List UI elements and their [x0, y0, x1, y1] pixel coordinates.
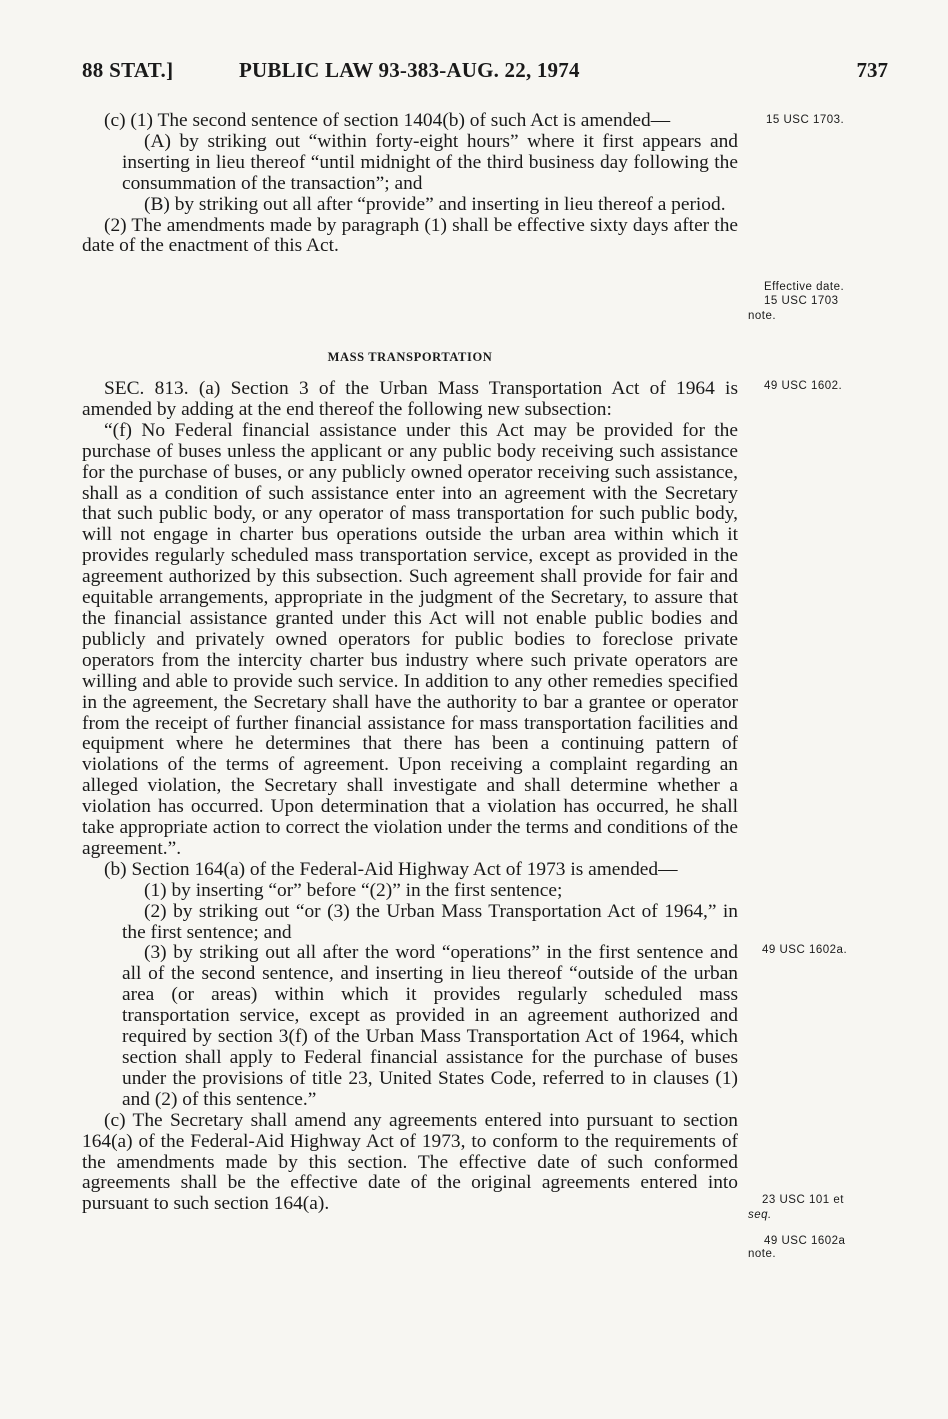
margin-note-49-usc-1602a: 49 USC 1602a. [762, 944, 848, 956]
paragraph-c: (c) The Secretary shall amend any agreements entered into pursuant to section 164(a) of the Federal-Aid Highway Act of 1973, to conform to the requirements of the amendments made by this section. The effective date of such conformed agreements shall be the effective date of the original agreements entered into pursuant to such section 164(a). [82, 1109, 738, 1215]
margin-note-49-usc-1602: 49 USC 1602. [764, 380, 843, 392]
section-heading-block [82, 347, 738, 368]
paragraph-sec-813-a: SEC. 813. (a) Section 3 of the Urban Mass Transportation Act of 1964 is amended by adding at the end thereof the following new subsection: [82, 378, 738, 420]
section-813 [82, 379, 738, 1215]
paragraph-b2: (2) by striking out “or (3) the Urban Mass Transportation Act of 1964,” in the first sentence; and [122, 900, 738, 943]
paragraph-b: (b) Section 164(a) of the Federal-Aid Highway Act of 1973 is amended— [104, 858, 678, 880]
margin-note-15-usc-1703: 15 USC 1703. [766, 114, 845, 126]
section-heading: MASS TRANSPORTATION [327, 350, 493, 364]
paragraph-A: (A) by striking out “within forty-eight hours” where it first appears and inserting in lieu thereof “until midnight of the third business day following the consummation of the transaction”; and [122, 130, 738, 194]
paragraph-c2: (2) The amendments made by paragraph (1) shall be effective sixty days after the date of the enactment of this Act. [82, 214, 738, 257]
margin-note-23-usc-101: 23 USC 101 et [762, 1194, 844, 1206]
paragraph-B: (B) by striking out all after “provide” and inserting in lieu thereof a period. [144, 193, 726, 215]
page-number: 737 [856, 58, 888, 82]
margin-note-seq: seq. [748, 1209, 772, 1221]
margin-note-15-usc-1703-note: 15 USC 1703 [764, 295, 839, 307]
margin-note-49-usc-1602a-note: 49 USC 1602a [764, 1235, 846, 1247]
margin-note-note-2: note. [748, 1248, 777, 1260]
paragraph-b1: (1) by inserting “or” before “(2)” in the first sentence; [144, 879, 563, 901]
margin-note-effective-date: Effective date. [764, 281, 845, 293]
section-1404-amendment [82, 111, 738, 257]
statute-volume: 88 STAT.] [82, 58, 174, 82]
page-header [82, 58, 888, 88]
margin-note-note: note. [748, 310, 777, 322]
running-title: PUBLIC LAW 93-383-AUG. 22, 1974 [239, 58, 580, 82]
paragraph-subsection-f: “(f) No Federal financial assistance under this Act may be provided for the purchase of buses unless the applicant or any public body receiving such assistance for the purchase of buses, or any publicly owned operator receiving such assistance, shall as a condition of such assistance enter into an agreement with the Secretary that such public body, or any operator of mass transportation for such public body, will not engage in charter bus operations outside the urban area within which it provides regularly scheduled mass transportation service, except as provided in the agreement authorized by this subsection. Such agreement shall provide for fair and equitable arrangements, appropriate in the judgment of the Secretary, to assure that the financial assistance granted under this Act will not enable public bodies and publicly and privately owned operators for public bodies to foreclose private operators from the intercity charter bus industry where such private operators are willing and able to provide such service. In addition to any other remedies specified in the agreement, the Secretary shall have the authority to bar a grantee or operator from the receipt of further financial assistance for mass transportation facilities and equipment where he determines that there has been a continuing pattern of violations of the terms of agreement. Upon receiving a complaint regarding an alleged violation, the Secretary shall investigate and shall determine whether a violation has occurred. Upon determination that a violation has occurred, he shall take appropriate action to correct the violation under the terms and conditions of the agreement.”. [82, 419, 738, 859]
paragraph-b3: (3) by striking out all after the word “operations” in the first sentence and all of the second sentence, and inserting in lieu thereof “outside of the urban area (or areas) within which it provides regularly scheduled mass transportation service, except as provided in an agreement authorized and required by section 3(f) of the Urban Mass Transportation Act of 1964, which section shall apply to Federal financial assistance for the purchase of buses under the provisions of title 23, United States Code, referred to in clauses (1) and (2) of this sentence.” [122, 942, 738, 1110]
paragraph-c1: (c) (1) The second sentence of section 1404(b) of such Act is amended— [104, 110, 671, 131]
